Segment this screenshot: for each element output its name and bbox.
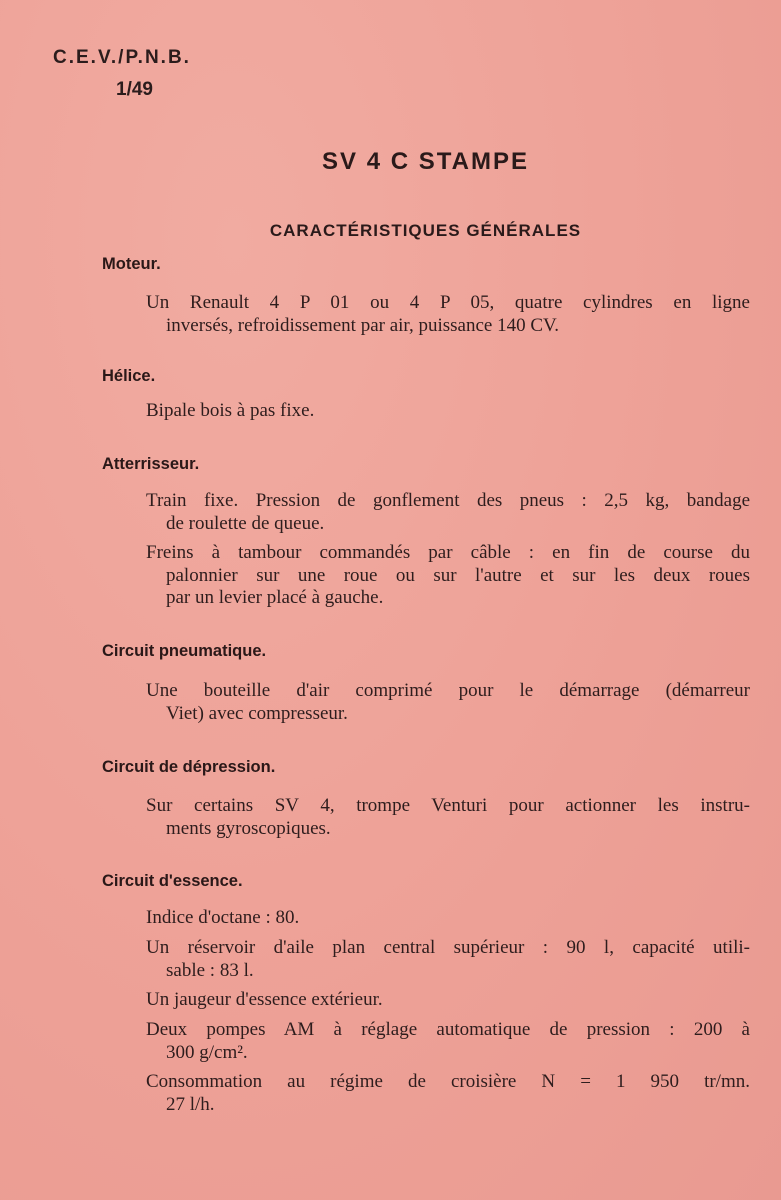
section-heading-helice: Hélice. bbox=[102, 367, 156, 385]
page-subtitle: CARACTÉRISTIQUES GÉNÉRALES bbox=[269, 221, 582, 240]
text-line: Consommation au régime de croisière N = 1 950 tr/mn. bbox=[146, 1071, 750, 1092]
paragraph bbox=[146, 989, 750, 1012]
paragraph bbox=[146, 680, 750, 725]
text-line: palonnier sur une roue ou sur l'autre et sur les deux roues bbox=[166, 564, 750, 586]
text-line: inversés, refroidissement par air, puissance 140 CV. bbox=[166, 314, 560, 336]
paragraph bbox=[146, 1071, 750, 1116]
text-line: ments gyroscopiques. bbox=[166, 817, 331, 839]
paragraph bbox=[146, 400, 750, 423]
paragraph bbox=[146, 795, 750, 840]
text-line: Un réservoir d'aile plan central supérieur : 90 l, capacité utili- bbox=[146, 937, 750, 958]
section-heading-moteur: Moteur. bbox=[102, 255, 161, 273]
text-line: Un Renault 4 P 01 ou 4 P 05, quatre cylindres en ligne bbox=[146, 292, 750, 313]
section-heading-atterrisseur: Atterrisseur. bbox=[102, 455, 200, 473]
paragraph bbox=[146, 1019, 750, 1064]
text-line: Sur certains SV 4, trompe Venturi pour actionner les instru- bbox=[146, 795, 750, 816]
text-line: Un jaugeur d'essence extérieur. bbox=[146, 989, 383, 1010]
text-line: 27 l/h. bbox=[166, 1093, 215, 1115]
section-heading-circuit-essence: Circuit d'essence. bbox=[102, 872, 243, 890]
text-line: Une bouteille d'air comprimé pour le démarrage (démarreur bbox=[146, 680, 750, 701]
paragraph bbox=[146, 490, 750, 535]
text-line: 300 g/cm². bbox=[166, 1041, 248, 1063]
text-line: Train fixe. Pression de gonflement des pneus : 2,5 kg, bandage bbox=[146, 490, 750, 511]
text-line: Deux pompes AM à réglage automatique de pression : 200 à bbox=[146, 1019, 750, 1040]
page-title: SV 4 C STAMPE bbox=[322, 148, 529, 175]
text-line: Viet) avec compresseur. bbox=[166, 702, 348, 724]
document-code: C.E.V./P.N.B. bbox=[53, 47, 191, 68]
section-heading-circuit-depression: Circuit de dépression. bbox=[102, 758, 276, 776]
document-number: 1/49 bbox=[116, 79, 153, 100]
paragraph bbox=[146, 292, 750, 337]
text-line: de roulette de queue. bbox=[166, 512, 325, 534]
text-line: sable : 83 l. bbox=[166, 959, 254, 981]
section-heading-circuit-pneumatique: Circuit pneumatique. bbox=[102, 642, 267, 660]
paragraph bbox=[146, 542, 750, 610]
text-line: Freins à tambour commandés par câble : en fin de course du bbox=[146, 542, 750, 563]
text-line: par un levier placé à gauche. bbox=[166, 587, 384, 608]
paragraph bbox=[146, 907, 750, 930]
text-line: Indice d'octane : 80. bbox=[146, 907, 300, 928]
text-line: Bipale bois à pas fixe. bbox=[146, 400, 315, 421]
paragraph bbox=[146, 937, 750, 982]
